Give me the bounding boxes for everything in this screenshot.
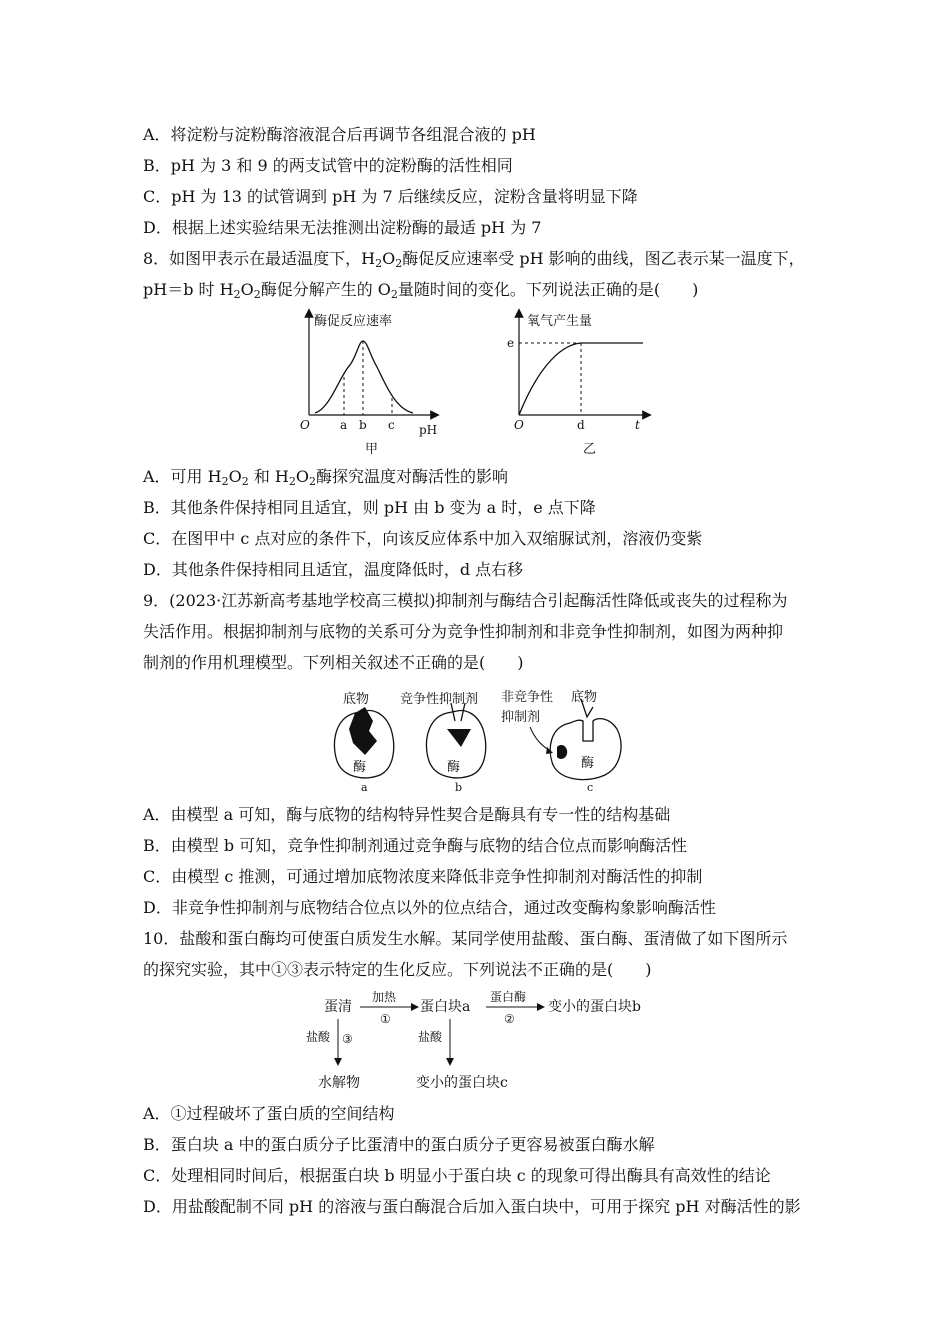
subscript: 2: [390, 288, 398, 301]
text: A．可用 H: [143, 467, 222, 486]
subscript: 2: [241, 475, 249, 488]
subscript: 2: [395, 257, 403, 270]
node-hydrolysate: 水解物: [318, 1075, 360, 1091]
q7-option-a: A．将淀粉与淀粉酶溶液混合后再调节各组混合液的 pH: [143, 125, 536, 144]
y-axis-label: 酶促反应速率: [314, 314, 393, 329]
origin-label: O: [514, 418, 524, 432]
q7-option-c: C．pH 为 13 的试管调到 pH 为 7 后继续反应，淀粉含量将明显下降: [143, 187, 638, 206]
noncompetitive-inhibitor: [557, 745, 567, 759]
text: O: [295, 467, 309, 486]
label-competitive: 竞争性抑制剂: [400, 692, 479, 707]
figure-hydrolysis-flow: [300, 985, 670, 1095]
caption-jia: 甲: [365, 442, 379, 457]
q8-option-b: B．其他条件保持相同且适宜，则 pH 由 b 变为 a 时，e 点下降: [143, 498, 596, 517]
label-heat: 加热: [372, 990, 397, 1004]
text: O: [382, 249, 396, 268]
subscript: 2: [221, 475, 229, 488]
y-axis-label: 氧气产生量: [527, 314, 593, 329]
label-a: a: [361, 781, 368, 794]
label-hcl-2: 盐酸: [418, 1030, 443, 1044]
label-substrate: 底物: [343, 692, 370, 707]
q9-stem-line1: 9．(2023·江苏新高考基地学校高三模拟)抑制剂与酶结合引起酶活性降低或丧失的过程称为: [143, 591, 788, 610]
q8-option-c: C．在图甲中 c 点对应的条件下，向该反应体系中加入双缩脲试剂，溶液仍变紫: [143, 529, 703, 548]
label-enzyme-b: 酶: [447, 760, 461, 775]
label-r1: ①: [380, 1012, 391, 1026]
q7-option-b: B．pH 为 3 和 9 的两支试管中的淀粉酶的活性相同: [143, 156, 513, 175]
q9-stem-line3: 制剂的作用机理模型。下列相关叙述不正确的是( ): [143, 653, 524, 672]
q10-option-a: A．①过程破坏了蛋白质的空间结构: [143, 1104, 395, 1123]
label-r3: ③: [342, 1032, 353, 1046]
label-substrate-c: 底物: [571, 690, 598, 705]
origin-label: O: [300, 418, 310, 432]
q9-option-d: D．非竞争性抑制剂与底物结合位点以外的位点结合，通过改变酶构象影响酶活性: [143, 898, 716, 917]
text: 酶促分解产生的 O: [260, 280, 391, 299]
rate-curve: [315, 341, 413, 413]
figure-jia-ph-curve: [295, 305, 445, 460]
node-egg-white: 蛋清: [324, 999, 352, 1015]
label-c: c: [587, 781, 594, 794]
tick-e: e: [507, 336, 515, 350]
tick-a: a: [340, 418, 348, 432]
q8-stem-line1: [143, 248, 805, 270]
text: 酶探究温度对酶活性的影响: [316, 467, 509, 486]
q10-stem-line1: 10．盐酸和蛋白酶均可使蛋白质发生水解。某同学使用盐酸、蛋白酶、蛋清做了如下图所示: [143, 929, 788, 948]
text: 量随时间的变化。下列说法正确的是( ): [397, 280, 699, 299]
q8-stem-line2: [143, 279, 698, 301]
node-block-a: 蛋白块a: [420, 999, 471, 1015]
q9-option-c: C．由模型 c 推测，可通过增加底物浓度来降低非竞争性抑制剂对酶活性的抑制: [143, 867, 703, 886]
competitive-inhibitor: [447, 729, 471, 747]
q9-option-a: A．由模型 a 可知，酶与底物的结构特异性契合是酶具有专一性的结构基础: [143, 805, 671, 824]
text: O: [240, 280, 254, 299]
label-protease: 蛋白酶: [490, 990, 527, 1004]
label-enzyme-c: 酶: [581, 756, 595, 771]
subscript: 2: [233, 288, 241, 301]
text: 8．如图甲表示在最适温度下，H: [143, 249, 376, 268]
text: 酶促反应速率受 pH 影响的曲线，图乙表示某一温度下，: [402, 249, 805, 268]
q8-option-d: D．其他条件保持相同且适宜，温度降低时，d 点右移: [143, 560, 524, 579]
text: O: [228, 467, 242, 486]
subscript: 2: [253, 288, 261, 301]
subscript: 2: [288, 475, 296, 488]
label-b: b: [455, 781, 463, 794]
q10-option-d: D．用盐酸配制不同 pH 的溶液与蛋白酶混合后加入蛋白块中，可用于探究 pH 对酶活性的影: [143, 1197, 801, 1216]
q10-stem-line2: 的探究实验，其中①③表示特定的生化反应。下列说法不正确的是( ): [143, 960, 652, 979]
label-enzyme-a: 酶: [353, 760, 367, 775]
q10-option-c: C．处理相同时间后，根据蛋白块 b 明显小于蛋白块 c 的现象可得出酶具有高效性的结论: [143, 1166, 771, 1185]
figure-yi-oxygen-curve: [505, 305, 655, 460]
text: pH＝b 时 H: [143, 280, 234, 299]
label-noncompetitive-1: 非竞争性: [501, 690, 554, 705]
node-block-b: 变小的蛋白块b: [548, 999, 641, 1015]
text: 和 H: [248, 467, 289, 486]
x-axis-label: t: [635, 418, 640, 432]
label-r2: ②: [504, 1012, 515, 1026]
pointer-arrowhead: [546, 747, 553, 754]
q9-stem-line2: 失活作用。根据抑制剂与底物的关系可分为竞争性抑制剂和非竞争性抑制剂，如图为两种抑: [143, 622, 784, 641]
figure-enzyme-models: [325, 683, 645, 798]
q7-option-d: D．根据上述实验结果无法推测出淀粉酶的最适 pH 为 7: [143, 218, 542, 237]
q8-option-a: [143, 466, 508, 488]
label-noncompetitive-2: 抑制剂: [501, 710, 541, 725]
q10-option-b: B．蛋白块 a 中的蛋白质分子比蛋清中的蛋白质分子更容易被蛋白酶水解: [143, 1135, 655, 1154]
node-block-c: 变小的蛋白块c: [416, 1075, 508, 1091]
caption-yi: 乙: [583, 442, 597, 457]
tick-c: c: [388, 418, 395, 432]
substrate-a: [349, 707, 377, 755]
subscript: 2: [309, 475, 316, 488]
pointer-arrow: [530, 727, 551, 751]
subscript: 2: [375, 257, 383, 270]
x-axis-label: pH: [419, 423, 438, 437]
q9-option-b: B．由模型 b 可知，竞争性抑制剂通过竞争酶与底物的结合位点而影响酶活性: [143, 836, 688, 855]
tick-b: b: [359, 418, 367, 432]
label-hcl-1: 盐酸: [306, 1030, 331, 1044]
tick-d: d: [577, 418, 585, 432]
